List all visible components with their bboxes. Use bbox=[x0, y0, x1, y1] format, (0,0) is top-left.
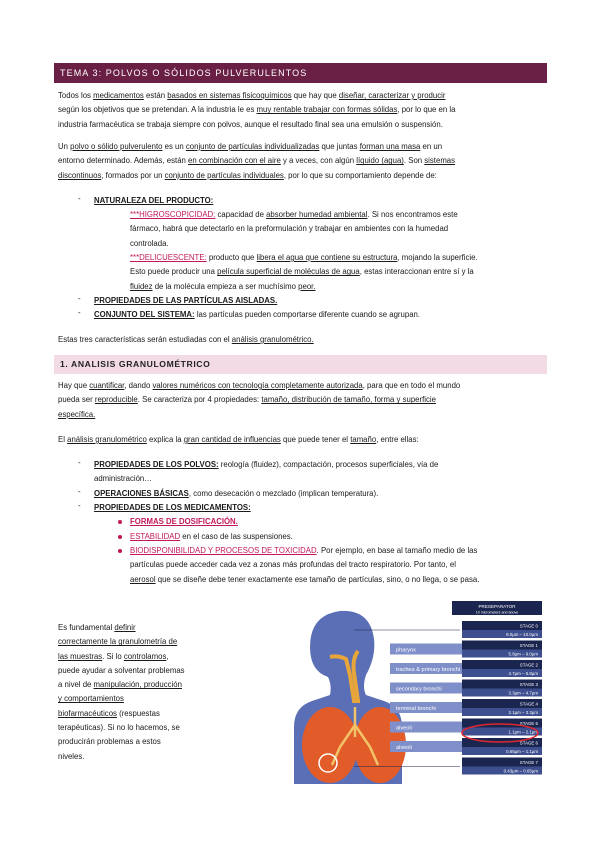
text: , como desecación o mezclado (implican temperatura). bbox=[188, 489, 379, 498]
text: , por lo que su comportamiento depende de: bbox=[283, 170, 437, 180]
bio-line-3 bbox=[130, 573, 550, 587]
keyword: medicamentos bbox=[93, 91, 144, 100]
stage-region-label: alveoli bbox=[396, 725, 412, 732]
keyword: definir bbox=[114, 623, 136, 632]
list-item-naturaleza: NATURALEZA DEL PRODUCTO: bbox=[94, 196, 214, 205]
stage-range: 2.1µm – 3.3µm bbox=[508, 710, 538, 715]
list-item-propiedades-polvos bbox=[94, 458, 549, 487]
stage-name: STAGE 4 bbox=[519, 701, 538, 707]
keyword: análisis granulométrico. bbox=[231, 335, 314, 344]
keyword: forman una masa bbox=[359, 142, 421, 151]
text: en un bbox=[420, 142, 443, 151]
stage-region-label: trachea & primary bronchi bbox=[396, 667, 461, 673]
polvos-line-1 bbox=[94, 458, 549, 472]
keyword: cuantificar bbox=[89, 381, 125, 390]
side-line-2 bbox=[58, 635, 214, 649]
keyword: gran cantidad de influencias bbox=[183, 435, 281, 444]
studied-paragraph bbox=[58, 333, 314, 347]
intro-line-3: industria farmacéutica se trabaja siempre con polvos, aunque el resultado final sea una emulsión o suspensión. bbox=[58, 119, 443, 129]
keyword: aerosol bbox=[130, 574, 156, 584]
text: , dando bbox=[124, 381, 153, 390]
side-line-7 bbox=[58, 707, 214, 721]
keyword: diseñar, caracterizar y producir bbox=[338, 91, 446, 100]
higro-line-1 bbox=[130, 208, 550, 222]
keyword: y comportamientos bbox=[58, 694, 124, 704]
def-line-3 bbox=[58, 169, 548, 183]
stage-region-label: secondary bronchi bbox=[396, 686, 442, 693]
side-line-10: niveles. bbox=[58, 751, 85, 761]
def-line-2 bbox=[58, 154, 548, 168]
granulometric-paragraph bbox=[58, 379, 550, 422]
keyword: análisis granulométrico bbox=[67, 435, 147, 444]
stage-name: STAGE 6 bbox=[519, 740, 538, 746]
text: , estas interaccionan entre sí y la bbox=[359, 267, 474, 277]
text: de la molécula empieza a ser muchísimo bbox=[152, 281, 299, 291]
bullet-dot bbox=[118, 535, 122, 539]
stage-region-label: pharynx bbox=[396, 647, 416, 654]
stage-range: 3.3µm – 4.7µm bbox=[508, 690, 538, 696]
bullet-dot bbox=[118, 520, 122, 524]
keyword: conjunto de partículas individualizadas bbox=[185, 142, 320, 151]
keyword: las muestras bbox=[58, 651, 103, 661]
keyword: en combinación con el aire bbox=[188, 156, 281, 166]
stage-range: 1.1µm – 2.1µm bbox=[508, 729, 538, 735]
keyword: tamaño bbox=[350, 435, 377, 444]
higro-line-2: fármaco, habrá que detectarlo en la preformulación y trabajar en ambientes con la humedad bbox=[130, 224, 449, 234]
text: y a veces, con algún bbox=[280, 156, 357, 166]
keyword: película superficial de moléculas de agua bbox=[217, 267, 360, 277]
keyword: valores numéricos con tecnología completamente autorizada bbox=[152, 381, 363, 390]
side-note bbox=[58, 621, 214, 764]
section-heading: 1. ANALISIS GRANULOMÉTRICO bbox=[54, 355, 547, 374]
text: Todos los bbox=[58, 91, 94, 100]
text: Es fundamental bbox=[58, 623, 115, 632]
keyword-pink: ***HIGROSCOPICIDAD: bbox=[130, 210, 216, 219]
keyword: controlamos bbox=[123, 651, 167, 661]
stage-region-label: alveoli bbox=[396, 745, 412, 751]
intro-line-2 bbox=[58, 103, 548, 117]
side-line-3 bbox=[58, 650, 214, 664]
stage-range: 4.7µm – 5.8µm bbox=[508, 671, 538, 676]
text: capacidad de bbox=[215, 210, 267, 219]
higroscopicidad-block bbox=[130, 208, 550, 251]
keyword-pink: ***DELICUESCENTE: bbox=[130, 253, 207, 262]
text: Esto puede producir una bbox=[130, 267, 218, 277]
text: . Si nos encontramos este bbox=[367, 210, 458, 219]
side-line-4: puede ayudar a solventar problemas bbox=[58, 665, 185, 675]
keyword: conjunto de partículas individuales bbox=[164, 170, 284, 180]
sublist-biodisponibilidad bbox=[130, 544, 550, 587]
stage-name: STAGE 1 bbox=[519, 643, 538, 648]
bullet-dot bbox=[118, 549, 122, 553]
keyword: correctamente la granulometría de bbox=[58, 637, 178, 647]
deli-line-2 bbox=[130, 265, 550, 279]
text: que hay que bbox=[291, 91, 339, 100]
keyword: PROPIEDADES DE LOS POLVOS: bbox=[94, 460, 219, 469]
text: que se diseñe debe tener exactamente ese tamaño de partículas, sino, o no llega, o se pasa. bbox=[155, 574, 480, 584]
keyword: sistemas bbox=[424, 156, 456, 166]
text: en el caso de las suspensiones. bbox=[180, 532, 293, 541]
keyword: específica. bbox=[58, 409, 96, 419]
influences-paragraph bbox=[58, 433, 550, 447]
text: , bbox=[166, 651, 169, 661]
stage-range: 5.8µm – 9.0µm bbox=[508, 651, 538, 657]
text: entorno determinado. Además, están bbox=[58, 156, 189, 166]
sublist-estabilidad bbox=[130, 530, 293, 544]
list-dash: - bbox=[78, 194, 81, 203]
side-line-9: producirán problemas a estos bbox=[58, 737, 161, 747]
keyword: líquido (agua) bbox=[356, 156, 404, 166]
definition-paragraph bbox=[58, 140, 548, 183]
polvos-line-2: administración… bbox=[94, 474, 153, 484]
text: . Si lo bbox=[102, 651, 124, 661]
keyword: manipulación, producción bbox=[93, 680, 182, 690]
gran-line-3 bbox=[58, 408, 550, 422]
text: a nivel de bbox=[58, 680, 94, 690]
text: que puede tener el bbox=[280, 435, 351, 444]
text: . Son bbox=[403, 156, 425, 166]
keyword-pink: BIODISPONIBILIDAD Y PROCESOS DE TOXICIDAD bbox=[130, 546, 317, 555]
side-line-1 bbox=[58, 621, 214, 635]
page-title: TEMA 3: POLVOS O SÓLIDOS PULVERULENTOS bbox=[54, 63, 547, 83]
text: que juntas bbox=[319, 142, 360, 151]
keyword: libera el agua que contiene su estructura bbox=[256, 253, 398, 262]
text: Estas tres características serán estudiadas con el bbox=[58, 335, 232, 344]
keyword: CONJUNTO DEL SISTEMA: bbox=[94, 310, 195, 319]
list-dash: - bbox=[78, 308, 81, 317]
stage-name: STAGE 0 bbox=[519, 623, 538, 629]
text: las partículas pueden comportarse diferente cuando se agrupan. bbox=[194, 310, 421, 319]
deli-line-3 bbox=[130, 280, 550, 294]
respiratory-impactor-diagram bbox=[254, 597, 549, 784]
text: . Por ejemplo, en base al tamaño medio de las bbox=[316, 546, 478, 555]
keyword: polvo o sólido pulverulento bbox=[70, 142, 163, 151]
keyword: muy rentable trabajar con formas sólidas bbox=[256, 105, 398, 115]
bio-line-2: partículas puede acceder cada vez a zonas más profundas del tracto respiratorio. Por tanto, el bbox=[130, 560, 456, 570]
text: , para que en todo el mundo bbox=[362, 381, 461, 390]
side-line-8: terapéuticas). Si no lo hacemos, se bbox=[58, 723, 180, 733]
keyword: biofarmacéuticos bbox=[58, 708, 117, 718]
side-line-6 bbox=[58, 692, 214, 706]
text: . Se caracteriza por 4 propiedades: bbox=[137, 395, 262, 405]
keyword: OPERACIONES BÁSICAS bbox=[94, 489, 189, 498]
keyword: fluidez bbox=[130, 281, 153, 291]
text: , por lo que en la bbox=[397, 105, 456, 115]
stage-name: STAGE 5 bbox=[519, 721, 538, 726]
text: producto que bbox=[206, 253, 257, 262]
list-dash: - bbox=[78, 458, 81, 467]
bio-line-1 bbox=[130, 544, 550, 558]
intro-line-1 bbox=[58, 89, 548, 103]
keyword: basados en sistemas fisicoquímicos bbox=[167, 91, 292, 100]
text: es un bbox=[162, 142, 186, 151]
text: (respuestas bbox=[116, 708, 160, 718]
stage-range: 0.65µm – 1.1µm bbox=[506, 749, 538, 754]
stage-region-label: terminal bronchi bbox=[396, 706, 436, 712]
keyword: tamaño, distribución de tamaño, forma y superficie bbox=[261, 395, 436, 405]
stage-name: STAGE 3 bbox=[519, 682, 538, 687]
text: explica la bbox=[146, 435, 184, 444]
keyword: absorber humedad ambiental bbox=[266, 210, 368, 219]
list-item-medicamentos: PROPIEDADES DE LOS MEDICAMENTOS: bbox=[94, 503, 251, 512]
text: pueda ser bbox=[58, 395, 95, 405]
stage-range: 0.43µm – 0.65µm bbox=[503, 768, 538, 774]
keyword: peor. bbox=[298, 281, 316, 291]
list-dash: - bbox=[78, 294, 81, 303]
gran-line-1 bbox=[58, 379, 550, 393]
deli-line-1 bbox=[130, 251, 550, 265]
delicuescente-block bbox=[130, 251, 550, 294]
list-dash: - bbox=[78, 487, 81, 496]
keyword-pink: ESTABILIDAD bbox=[130, 532, 181, 541]
keyword: reproducible bbox=[94, 395, 138, 405]
higro-line-3: controlada. bbox=[130, 238, 169, 248]
side-line-5 bbox=[58, 678, 214, 692]
list-item-particulas: PROPIEDADES DE LAS PARTÍCULAS AISLADAS. bbox=[94, 296, 278, 305]
preseparator-sublabel: 10 micrometers and above bbox=[475, 610, 519, 615]
text: , formados por un bbox=[101, 170, 165, 180]
sublist-formas: FORMAS DE DOSIFICACIÓN. bbox=[130, 517, 238, 526]
keyword: discontinuos bbox=[58, 170, 102, 180]
def-line-1 bbox=[58, 140, 548, 154]
stage-name: STAGE 2 bbox=[519, 662, 538, 668]
text: Un bbox=[58, 142, 71, 151]
intro-paragraph bbox=[58, 89, 548, 132]
list-item-operaciones bbox=[94, 487, 378, 501]
stage-name: STAGE 7 bbox=[519, 760, 538, 765]
stage-range: 9.0µm – 10.0µm bbox=[506, 632, 538, 637]
text: reología (fluidez), compactación, procesos superficiales, vía de bbox=[218, 460, 439, 469]
preseparator-label: PRESEPARATOR bbox=[478, 604, 516, 609]
text: según los objetivos que se pretendan. A la industria le es bbox=[58, 105, 257, 115]
gran-line-2 bbox=[58, 393, 550, 407]
text: El bbox=[58, 435, 68, 444]
text: Hay que bbox=[58, 381, 90, 390]
list-item-conjunto bbox=[94, 308, 420, 322]
text: , entre ellas: bbox=[376, 435, 419, 444]
text: están bbox=[143, 91, 168, 100]
text: , mojando la superficie. bbox=[397, 253, 478, 262]
list-dash: - bbox=[78, 501, 81, 510]
